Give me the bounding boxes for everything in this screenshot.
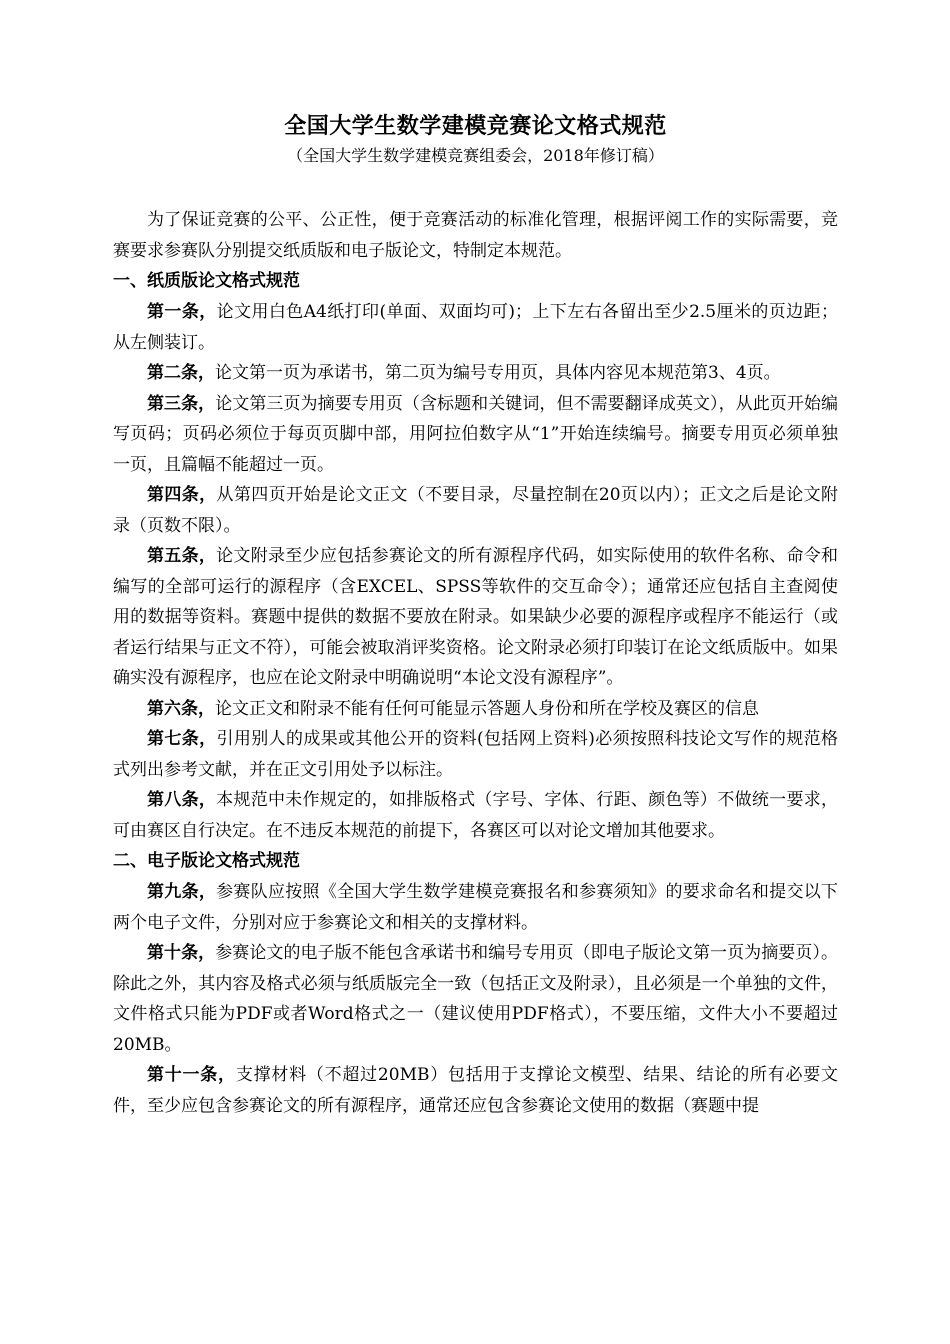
article-9 [113, 877, 838, 938]
article-4 [113, 480, 838, 541]
article-11 [113, 1060, 838, 1121]
section-heading-paper: 一、纸质版论文格式规范 [113, 271, 300, 291]
document-body [113, 205, 838, 1121]
article-text: 参赛论文的电子版不能包含承诺书和编号专用页（即电子版论文第一页为摘要页）。除此之外，其内容及格式必须与纸质版完全一致（包括正文及附录），且必须是一个单独的文件，文件格式只能为PDF或者Word格式之一（建议使用PDF格式），不要压缩，文件大小不要超过20MB。 [113, 943, 838, 1055]
article-text: 论文附录至少应包括参赛论文的所有源程序代码，如实际使用的软件名称、命令和编写的全部可运行的源程序（含EXCEL、SPSS等软件的交互命令）；通常还应包括自主查阅使用的数据等资料。赛题中提供的数据不要放在附录。如果缺少必要的源程序或程序不能运行（或者运行结果与正文不符），可能会被取消评奖资格。论文附录必须打印装订在论文纸质版中。如果确实没有源程序，也应在论文附录中明确说明“本论文没有源程序”。 [113, 546, 839, 688]
article-label: 第四条， [147, 485, 217, 505]
article-label: 第十条， [147, 943, 216, 963]
article-3 [113, 389, 838, 481]
article-label: 第九条， [147, 882, 217, 902]
article-text: 论文第三页为摘要专用页（含标题和关键词，但不需要翻译成英文），从此页开始编写页码；页码必须位于每页页脚中部，用阿拉伯数字从“1”开始连续编号。摘要专用页必须单独一页，且篇幅不能超过一页。 [113, 393, 838, 475]
article-text: 参赛队应按照《全国大学生数学建模竞赛报名和参赛须知》的要求命名和提交以下两个电子文件，分别对应于参赛论文和相关的支撑材料。 [113, 882, 839, 933]
article-2 [113, 358, 838, 389]
article-label: 第十一条， [147, 1065, 236, 1085]
article-text: 本规范中未作规定的，如排版格式（字号、字体、行距、颜色等）不做统一要求，可由赛区自行决定。在不违反本规范的前提下，各赛区可以对论文增加其他要求。 [113, 790, 839, 841]
article-8 [113, 785, 838, 846]
article-label: 第七条， [147, 729, 217, 749]
document-subtitle: （全国大学生数学建模竞赛组委会，2018年修订稿） [287, 146, 664, 165]
article-label: 第六条， [147, 698, 215, 719]
article-label: 第三条， [147, 393, 216, 414]
article-text: 引用别人的成果或其他公开的资料(包括网上资料)必须按照科技论文写作的规范格式列出参考文献，并在正文引用处予以标注。 [113, 729, 839, 780]
article-label: 第二条， [147, 363, 215, 383]
article-label: 第五条， [147, 546, 217, 566]
article-5 [113, 541, 838, 694]
article-label: 第一条， [147, 302, 217, 322]
section-heading-electronic: 二、电子版论文格式规范 [113, 851, 300, 871]
article-7 [113, 724, 838, 785]
article-text: 从第四页开始是论文正文（不要目录，尽量控制在20页以内）；正文之后是论文附录（页数不限）。 [113, 485, 838, 536]
article-text: 论文用白色A4纸打印(单面、双面均可)；上下左右各留出至少2.5厘米的页边距；从左侧装订。 [113, 302, 839, 353]
article-text: 支撑材料（不超过20MB）包括用于支撑论文模型、结果、结论的所有必要文件，至少应包含参赛论文的所有源程序，通常还应包含参赛论文使用的数据（赛题中提 [113, 1065, 839, 1116]
intro-paragraph: 为了保证竞赛的公平、公正性，便于竞赛活动的标准化管理，根据评阅工作的实际需要，竞赛要求参赛队分别提交纸质版和电子版论文，特制定本规范。 [113, 210, 838, 261]
article-1 [113, 297, 838, 358]
article-6 [113, 694, 838, 725]
article-label: 第八条， [147, 790, 217, 810]
document-title: 全国大学生数学建模竞赛论文格式规范 [284, 114, 667, 139]
article-text: 论文第一页为承诺书，第二页为编号专用页，具体内容见本规范第3、4页。 [215, 363, 781, 383]
article-10 [113, 938, 838, 1060]
article-text: 论文正文和附录不能有任何可能显示答题人身份和所在学校及赛区的信息 [215, 698, 759, 719]
